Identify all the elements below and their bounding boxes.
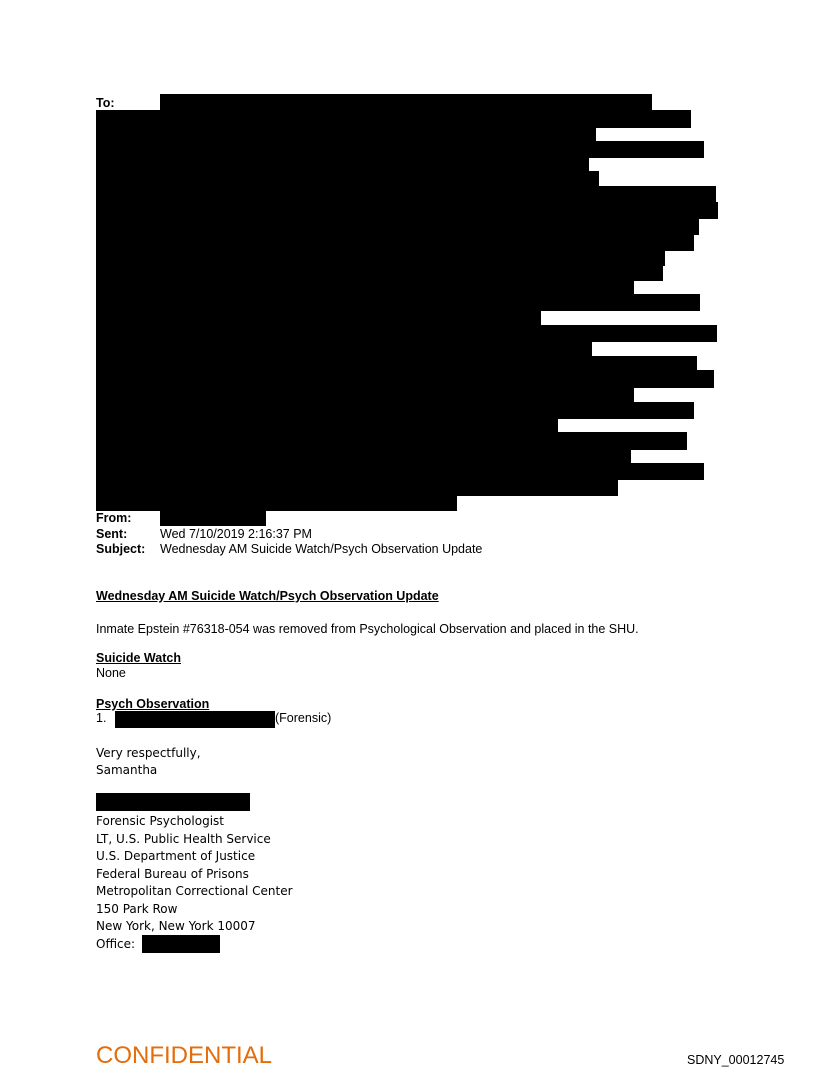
suicide-watch-value: None [96, 666, 126, 680]
from-redaction [160, 510, 266, 526]
sent-value: Wed 7/10/2019 2:16:37 PM [160, 527, 312, 541]
signature-line: U.S. Department of Justice [96, 849, 256, 863]
to-label: To: [96, 96, 115, 110]
body-title: Wednesday AM Suicide Watch/Psych Observation Update [96, 589, 439, 603]
signature-name-redaction [96, 793, 250, 811]
signature-line: Metropolitan Correctional Center [96, 884, 293, 898]
sent-label: Sent: [96, 527, 128, 541]
psych-item-redaction [115, 711, 275, 728]
signature-line: Forensic Psychologist [96, 814, 224, 828]
confidential-mark: CONFIDENTIAL [96, 1042, 273, 1069]
signer-name: Samantha [96, 763, 158, 777]
office-redaction [142, 935, 220, 953]
subject-value: Wednesday AM Suicide Watch/Psych Observation Update [160, 542, 483, 556]
office-label: Office: [96, 937, 136, 951]
from-label: From: [96, 511, 132, 525]
psych-observation-heading: Psych Observation [96, 697, 210, 711]
closing-text: Very respectfully, [96, 746, 201, 760]
suicide-watch-heading: Suicide Watch [96, 651, 181, 665]
subject-label: Subject: [96, 542, 146, 556]
psych-item-number: 1. [96, 711, 107, 725]
signature-block [96, 813, 293, 936]
bates-number: SDNY_00012745 [687, 1053, 785, 1067]
psych-item-suffix: (Forensic) [275, 711, 332, 725]
body-intro: Inmate Epstein #76318-054 was removed from Psychological Observation and placed in the SHU. [96, 622, 639, 636]
signature-line: New York, New York 10007 [96, 919, 256, 933]
signature-line: 150 Park Row [96, 901, 178, 916]
signature-line: Federal Bureau of Prisons [96, 866, 249, 881]
signature-line: LT, U.S. Public Health Service [96, 831, 271, 846]
